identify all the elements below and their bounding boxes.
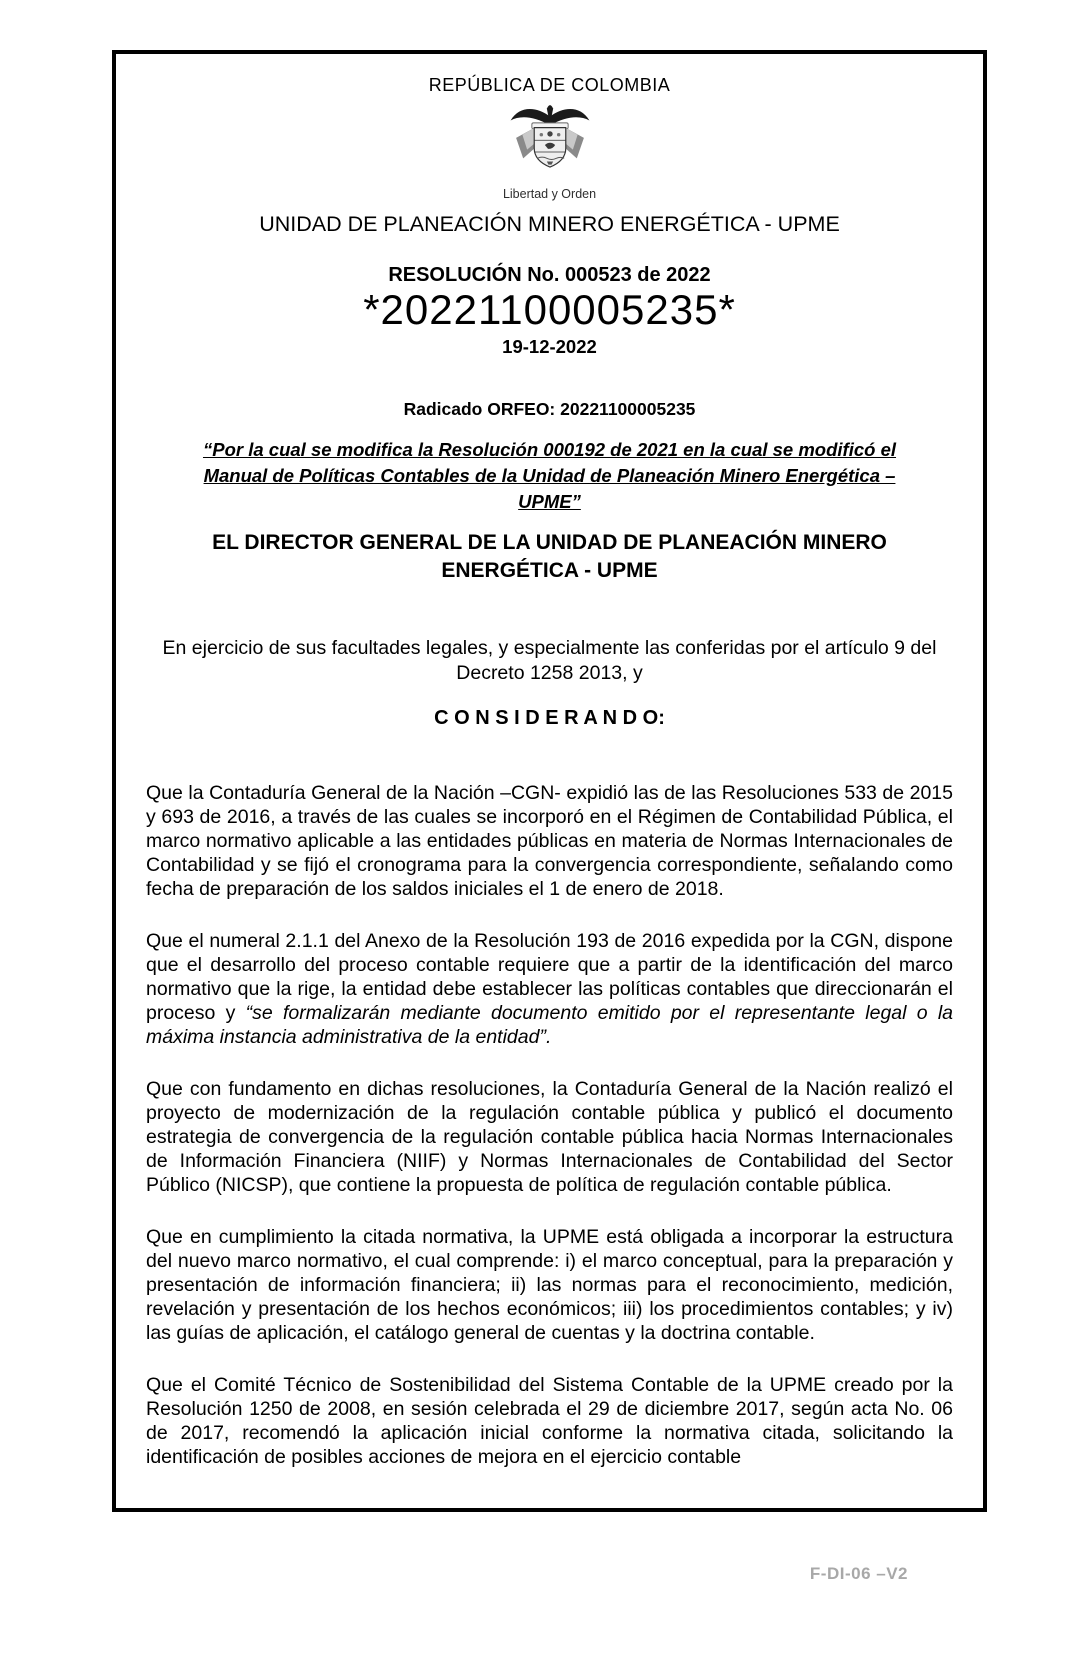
coat-of-arms-motto: Libertad y Orden xyxy=(502,187,597,201)
consideration-paragraph-4: Que en cumplimiento la citada normativa, la UPME está obligada a incorporar la estructura del nuevo marco normativo, el cual comprende: i) el marco conceptual, para la preparación y presentación de información financiera; ii) las normas para el reconocimiento, medición, revelación y presentación de los hechos económicos; iii) los procedimientos contables; y iv) las guías de aplicación, el catálogo general de cuentas y la doctrina contable. xyxy=(146,1226,953,1344)
authority-heading: EL DIRECTOR GENERAL DE LA UNIDAD DE PLANEACIÓN MINERO ENERGÉTICA - UPME xyxy=(212,531,887,582)
consideration-paragraph-2-quote: “se formalizarán mediante documento emitido por el representante legal o la máxima instancia administrativa de la entidad”. xyxy=(146,1002,954,1048)
coat-of-arms-icon xyxy=(497,100,603,182)
consideration-paragraph-2-normal: Que el numeral 2.1.1 del Anexo de la Resolución 193 de 2016 expedida por la CGN, dispone que el desarrollo del proceso contable requiere que a partir de la identificación del marco normativo que la rige, la entidad debe establecer las políticas contables que direccionarán el proceso y xyxy=(146,930,953,1024)
document-frame xyxy=(112,50,987,1512)
consideration-paragraph-1: Que la Contaduría General de la Nación –CGN- expidió las de las Resoluciones 533 de 2015 y 693 de 2016, a través de las cuales se incorporó en el Régimen de Contabilidad Pública, el marco normativo aplicable a las entidades públicas en materia de Normas Internacionales de Contabilidad y se fijó el cronograma para la convergencia correspondiente, señalando como fecha de preparación de los saldos iniciales el 1 de enero de 2018. xyxy=(146,782,953,900)
subject-quote xyxy=(190,437,910,515)
resolution-title: RESOLUCIÓN No. 000523 de 2022 xyxy=(388,264,711,286)
entity-name: UNIDAD DE PLANEACIÓN MINERO ENERGÉTICA - UPME xyxy=(259,212,840,236)
resolution-date: 19-12-2022 xyxy=(502,336,597,357)
considerations-section xyxy=(146,781,953,1469)
coat-of-arms xyxy=(146,100,953,202)
republic-heading: REPÚBLICA DE COLOMBIA xyxy=(428,75,671,95)
footer-form-code: F-DI-06 –V2 xyxy=(809,1564,908,1583)
considering-heading: C O N S I D E R A N D O: xyxy=(434,707,665,729)
preamble-text: En ejercicio de sus facultades legales, y especialmente las conferidas por el artículo 9 del Decreto 1258 2013, y xyxy=(162,637,937,684)
consideration-paragraph-2 xyxy=(146,929,953,1049)
resolution-barcode-number: *20221100005235* xyxy=(363,286,736,333)
subject-quote-text: “Por la cual se modifica la Resolución 000192 de 2021 en la cual se modificó el Manual de Políticas Contables de la Unidad de Planeación Minero Energética – UPME” xyxy=(202,439,897,512)
consideration-paragraph-5: Que el Comité Técnico de Sostenibilidad del Sistema Contable de la UPME creado por la Resolución 1250 de 2008, en sesión celebrada el 29 de diciembre 2017, según acta No. 06 de 2017, recomendó la aplicación inicial conforme la normativa citada, solicitando la identificación de posibles acciones de mejora en el ejercicio contable xyxy=(146,1374,953,1468)
consideration-paragraph-3: Que con fundamento en dichas resoluciones, la Contaduría General de la Nación realizó el proyecto de modernización de la regulación contable pública y publicó el documento estrategia de convergencia de la regulación contable pública hacia Normas Internacionales de Información Financiera (NIIF) y Normas Internacionales de Contabilidad del Sector Público (NICSP), que contiene la propuesta de política de regulación contable pública. xyxy=(146,1078,953,1196)
radicado-line: Radicado ORFEO: 20221100005235 xyxy=(403,399,696,419)
